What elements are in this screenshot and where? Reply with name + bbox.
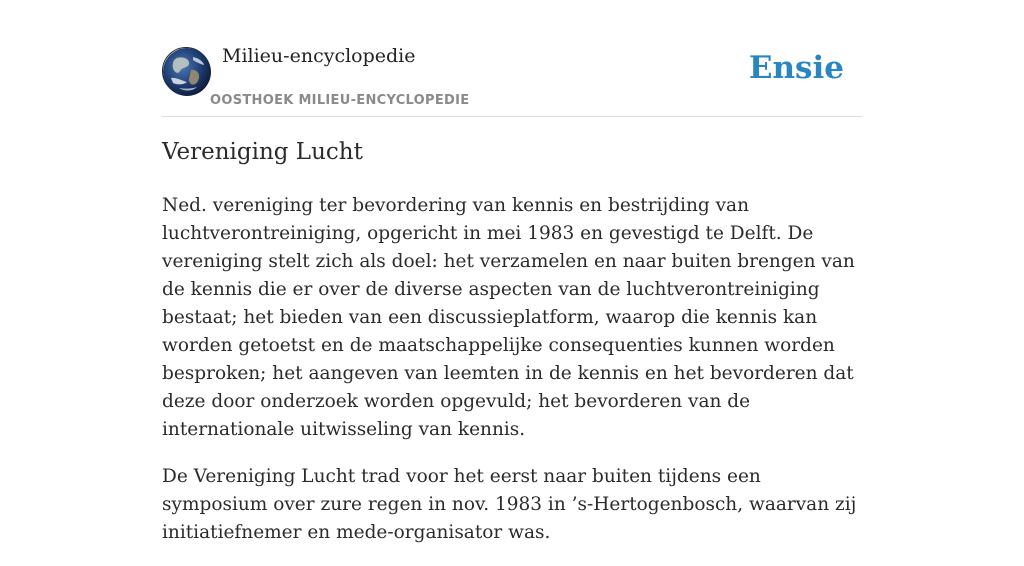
site-subtitle[interactable]: OOSTHOEK MILIEU-ENCYCLOPEDIE: [210, 93, 470, 108]
page-title: Vereniging Lucht: [162, 139, 363, 165]
site-name[interactable]: Milieu-encyclopedie: [222, 45, 416, 67]
article-body: [162, 192, 862, 566]
site-header: [162, 0, 862, 117]
article-paragraph: De Vereniging Lucht trad voor het eerst naar buiten tijdens een symposium over zure regen in nov. 1983 in ’s-Hertogenbosch, waarvan zij initiatiefnemer en mede-organisator was.: [162, 466, 857, 543]
brand-logo[interactable]: Ensie: [748, 50, 844, 86]
earth-globe-icon[interactable]: [162, 47, 210, 95]
article-paragraph: Ned. vereniging ter bevordering van kennis en bestrijding van luchtverontreiniging, opgericht in mei 1983 en gevestigd te Delft. De vereniging stelt zich als doel: het verzamelen en naar buiten brengen van de kennis die er over de diverse aspecten van de luchtverontreiniging bestaat; het bieden van een discussieplatform, waarop die kennis kan worden getoetst en de maatschappelijke consequenties kunnen worden besproken; het aangeven van leemten in de kennis en het bevorderen dat deze door onderzoek worden opgevuld; het bevorderen van de internationale uitwisseling van kennis.: [162, 195, 855, 440]
